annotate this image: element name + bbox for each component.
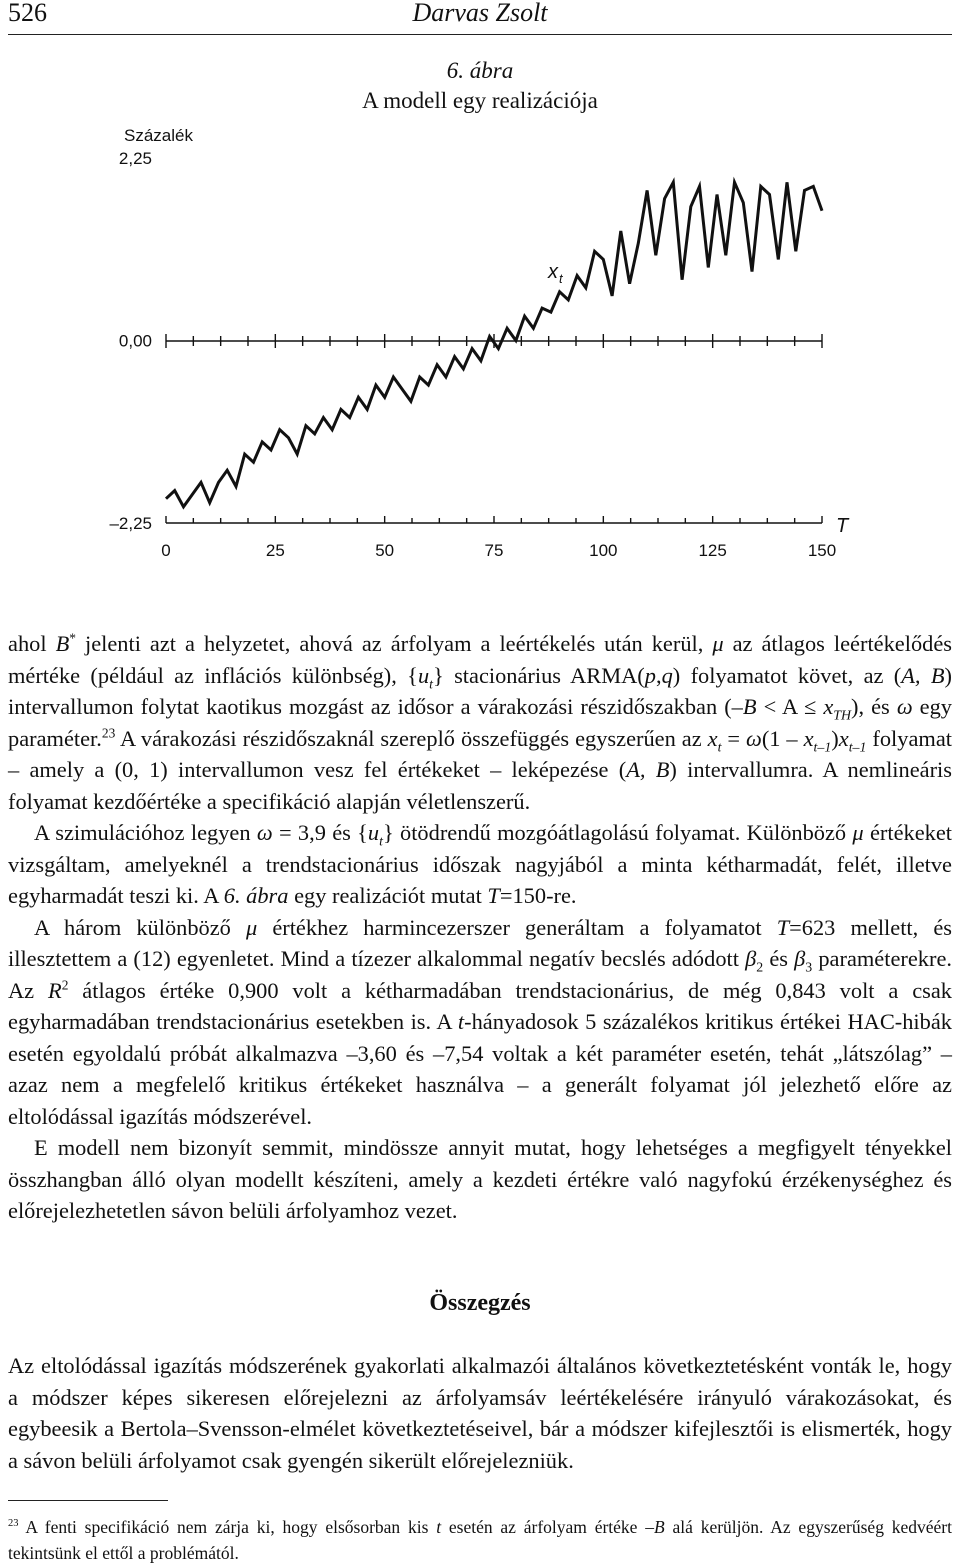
footnote: $^{23}$ A fenti specifikáció nem zárja ki, hogy elsősorban kis t esetén az árfolyam értéke –B alá kerüljön. Az egyszerűség kedvéért tekintsünk el ettől a problémától. bbox=[8, 1517, 952, 1563]
x-tick-label: 50 bbox=[375, 541, 395, 560]
footnote-divider bbox=[8, 1500, 168, 1501]
series-label-subscript: t bbox=[559, 271, 563, 286]
y-axis-title: Százalék bbox=[124, 126, 193, 145]
figure-number: 6. ábra bbox=[446, 58, 514, 83]
x-tick-label: 0 bbox=[161, 541, 171, 560]
y-tick-label: 0,00 bbox=[118, 331, 152, 351]
section-body bbox=[8, 1350, 952, 1476]
running-author: Darvas Zsolt bbox=[412, 0, 548, 27]
paragraph-2: A szimulációhoz legyen ω = 3,9 és $\{u_t\}$ ötödrendű mozgóátlagolású folyamat. Különböző μ értékeket vizsgáltam, amelyeknél a trendstacionárius időszak nagyjából a minta kétharmadát, felét, illetve egyharmadát teszi ki. A 6. ábra egy realizációt mutat T=150-re. bbox=[8, 820, 953, 908]
section-title: Összegzés bbox=[429, 1290, 531, 1316]
series-label: x bbox=[548, 261, 558, 283]
x-axis-label: T bbox=[836, 515, 849, 537]
x-tick-label: 100 bbox=[589, 541, 618, 560]
running-header bbox=[8, 0, 952, 35]
paragraph-4: E modell nem bizonyít semmit, mindössze annyit mutat, hogy lehetséges a megfigyelt tényekkel összhangban álló olyan modellt készíteni, amely a kezdeti értékre való nagyfokú érzékenységhez és előrejelezhetetlen sávon belüli árfolyamhoz vezet. bbox=[8, 1135, 952, 1223]
x-tick-label: 25 bbox=[265, 541, 285, 560]
y-tick-label: 2,25 bbox=[118, 149, 152, 168]
footnote-number: 23 bbox=[8, 1518, 19, 1530]
paragraph-1: ahol B* jelenti azt a helyzetet, ahová az árfolyam a leértékelés után kerül, μ az átlagos leértékelődés mértéke (például az inflációs különbség), $\{u_t\}$ stacionárius ARMA(p,q) folyamatot követ, az (A, B) intervallumon folytat kaotikus mozgást az idősor a várakozási részidőszakban $(-B < A \le x_{TH})$, és ω egy paraméter.$^{23}$ A várakozási részidőszaknál szereplő összefüggés egyszerűen az $x_t = \omega(1 - x_{t-1})x_{t-1}$ folyamat – amely a (0, 1) intervallumon vesz fel értékeket – leképezése (A, B) intervallumra. A nemlineáris folyamat kezdőértéke a specifikáció alapján véletlenszerű. bbox=[8, 630, 953, 814]
y-tick-label: –2,25 bbox=[109, 514, 152, 533]
body-text bbox=[8, 628, 952, 1227]
x-tick-label: 150 bbox=[807, 541, 837, 560]
x-tick-label: 75 bbox=[484, 541, 504, 560]
series-line-xt bbox=[166, 182, 822, 507]
page-number: 526 bbox=[8, 0, 47, 27]
paragraph-summary: Az eltolódással igazítás módszerének gyakorlati alkalmazói általános következtetésként vonták le, hogy a módszer képes sikeresen előrejelezni az árfolyamsáv leértékelésére irányuló várakozásokat, és egybeesik a Bertola–Svensson-elmélet következtetéseivel, bár a módszer kifejlesztői is elismerték, hogy a sávon belüli árfolyamot csak gyengén sikerült előrejelezniük. bbox=[8, 1353, 952, 1473]
figure-title: A modell egy realizációja bbox=[362, 88, 598, 113]
chart bbox=[0, 120, 960, 570]
x-tick-label: 125 bbox=[698, 541, 727, 560]
footnote-ref[interactable]: 23 bbox=[101, 725, 116, 741]
paragraph-3: A három különböző μ értékhez harmincezerszer generáltam a folyamatot T=623 mellett, és illesztettem a (12) egyenletet. Mind a tízezer alkalommal negatív becslés adódott $\beta_2$ és $\beta_3$ paraméterekre. Az $R^2$ átlagos értéke 0,900 volt a kétharmadában trendstacionárius, de még 0,843 volt a csak egyharmadában trendstacionárius esetekben is. A t-hányadosok 5 százalékos kritikus értékei HAC-hibák esetén egyoldalú próbát alkalmazva –3,60 és –7,54 voltak a két paraméter esetén, tehát „látszólag” – azaz nem a megfelelő kritikus értékeket használva – a generált folyamat jól jelezhető előre az eltolódással igazítás módszerével. bbox=[8, 914, 952, 1129]
